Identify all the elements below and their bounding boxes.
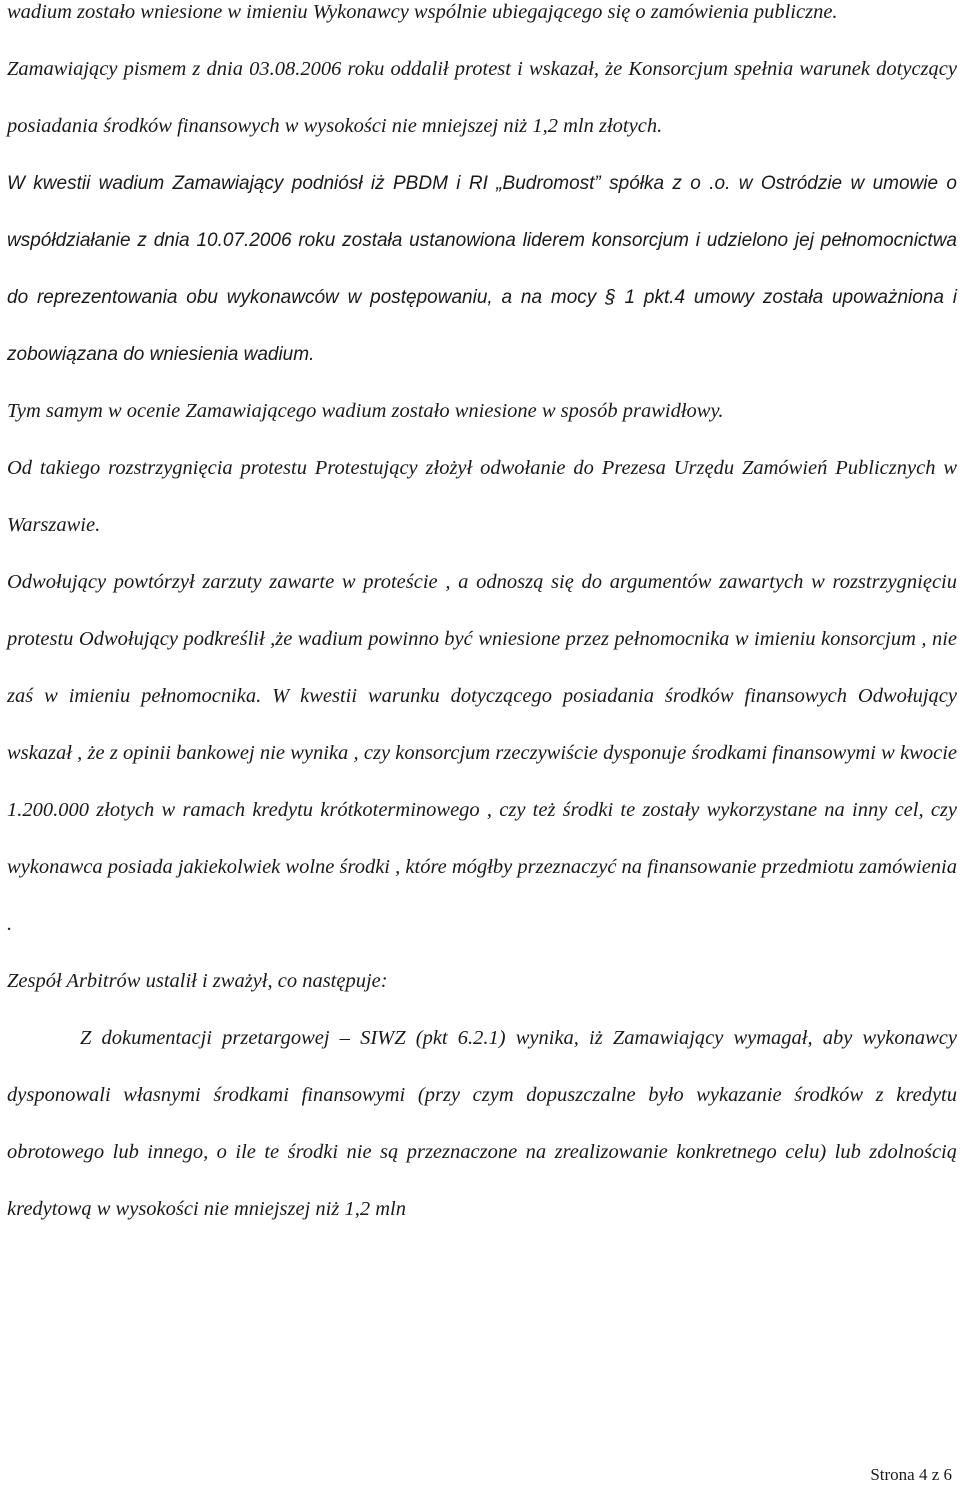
paragraph-tym-samym: Tym samym w ocenie Zamawiającego wadium zostało wniesione w sposób prawidłowy. bbox=[7, 400, 724, 422]
paragraph-dokumentacja-przetargowa: Z dokumentacji przetargowej – SIWZ (pkt 6.2.1) wynika, iż Zamawiający wymagał, aby wykonawcy dysponowali własnymi środkami finansowymi (przy czym dopuszczalne było wykazanie środków z kredytu obrotowego lub innego, o ile te środki nie są przeznaczone na zrealizowanie konkretnego celu) lub zdolnością kredytową w wysokości nie mniejszej niż 1,2 mln bbox=[7, 1027, 957, 1220]
paragraph-wadium-continuation: wadium zostało wniesione w imieniu Wykonawcy wspólnie ubiegającego się o zamówienia publiczne. bbox=[7, 1, 838, 23]
document-page bbox=[7, 0, 957, 1238]
paragraph-zamawiajacy-oddalil: Zamawiający pismem z dnia 03.08.2006 roku oddalił protest i wskazał, że Konsorcjum spełnia warunek dotyczący posiadania środków finansowych w wysokości nie mniejszej niż 1,2 mln złotych. bbox=[7, 58, 957, 137]
paragraph-odwolujacy-powtorzyl: Odwołujący powtórzył zarzuty zawarte w proteście , a odnoszą się do argumentów zawartych w rozstrzygnięciu protestu Odwołujący podkreślił ,że wadium powinno być wniesione przez pełnomocnika w imieniu konsorcjum , nie zaś w imieniu pełnomocnika. W kwestii warunku dotyczącego posiadania środków finansowych Odwołujący wskazał , że z opinii bankowej nie wynika , czy konsorcjum rzeczywiście dysponuje środkami finansowymi w kwocie 1.200.000 złotych w ramach kredytu krótkoterminowego , czy też środki te zostały wykorzystane na inny cel, czy wykonawca posiada jakiekolwiek wolne środki , które mógłby przeznaczyć na finansowanie przedmiotu zamówienia . bbox=[7, 571, 957, 935]
paragraph-kwestia-wadium: W kwestii wadium Zamawiający podniósł iż PBDM i RI „Budromost” spółka z o .o. w Ostródzie w umowie o współdziałanie z dnia 10.07.2006 roku została ustanowiona liderem konsorcjum i udzielono jej pełnomocnictwa do reprezentowania obu wykonawców w postępowaniu, a na mocy § 1 pkt.4 umowy została upoważniona i zobowiązana do wniesienia wadium. bbox=[7, 173, 957, 365]
page-number: Strona 4 z 6 bbox=[870, 1465, 952, 1484]
paragraph-odwolanie: Od takiego rozstrzygnięcia protestu Protestujący złożył odwołanie do Prezesa Urzędu Zamówień Publicznych w Warszawie. bbox=[7, 457, 957, 536]
paragraph-zespol-arbitrow: Zespół Arbitrów ustalił i zważył, co następuje: bbox=[7, 970, 388, 992]
